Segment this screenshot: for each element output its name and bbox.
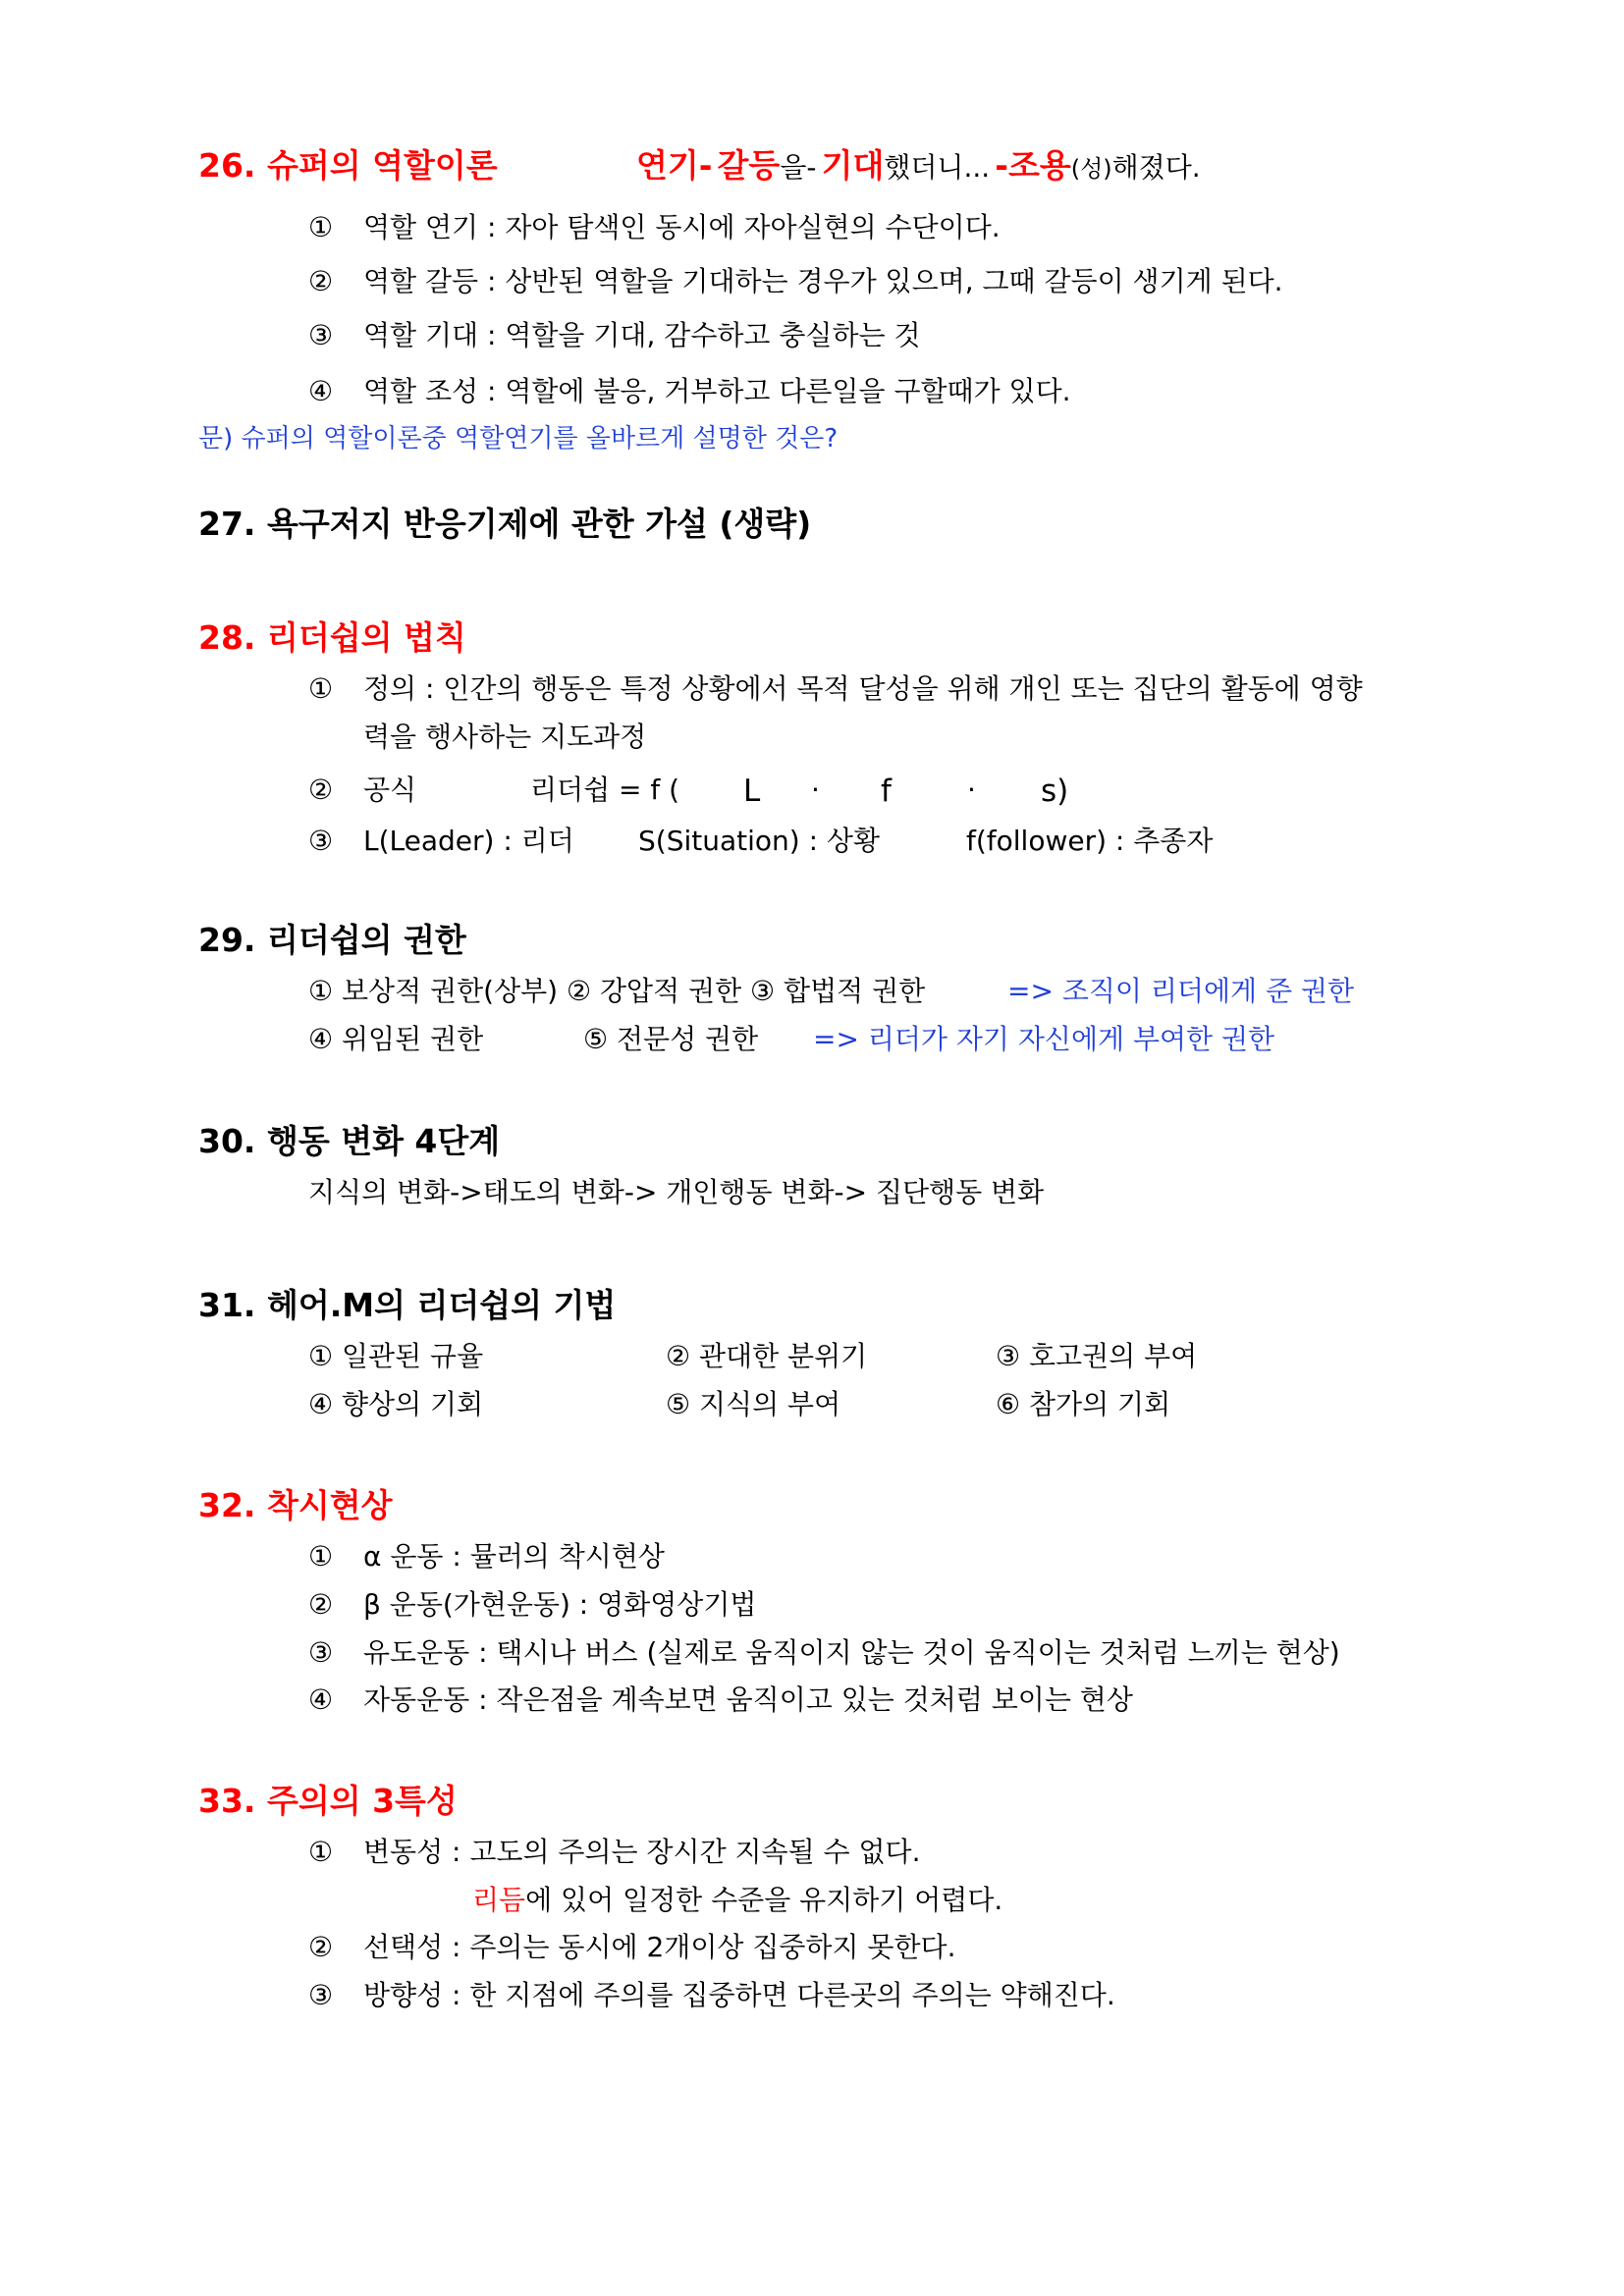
mnemonic-part: 을- — [780, 151, 817, 184]
item-marker: ④ — [308, 1683, 334, 1716]
item-continuation — [472, 1884, 1003, 1916]
item-text: 자동운동 : 작은점을 계속보면 움직이고 있는 것처럼 보이는 현상 — [363, 1683, 1133, 1716]
item-marker: ② — [308, 774, 334, 806]
list-item — [308, 1931, 956, 1963]
formula-term-s: s) — [1041, 774, 1069, 809]
item-text: 방향성 : 한 지점에 주의를 집중하면 다른곳의 주의는 약해진다. — [363, 1979, 1115, 2011]
section-27-heading: 27. 욕구저지 반응기제에 관한 가설 (생략) — [198, 505, 812, 543]
item-marker: ② — [308, 265, 334, 297]
section-32-heading: 32. 착시현상 — [198, 1486, 393, 1524]
formula-term-f: f — [881, 774, 892, 809]
formula — [530, 776, 679, 804]
item-marker: ② — [308, 1931, 334, 1963]
list-item — [308, 672, 1363, 705]
section-28-heading: 28. 리더쉽의 법칙 — [198, 618, 466, 657]
formula-dot: · — [967, 774, 976, 806]
list-item-formula — [308, 774, 417, 806]
item-text: 유도운동 : 택시나 버스 (실제로 움직이지 않는 것이 움직이는 것처럼 느끼는 현상) — [363, 1636, 1340, 1669]
item-marker: ④ — [308, 375, 334, 407]
section-26-mnemonic — [636, 146, 1201, 185]
item-text: 정의 : 인간의 행동은 특정 상황에서 목적 달성을 위해 개인 또는 집단의 활동에 영향 — [363, 672, 1363, 705]
item-continuation: 력을 행사하는 지도과정 — [363, 721, 647, 753]
list-item — [308, 265, 1283, 297]
section-29-heading: 29. 리더쉽의 권한 — [198, 921, 466, 959]
mnemonic-part: 해졌다. — [1111, 151, 1201, 184]
grid-item: ③ 호고권의 부여 — [996, 1340, 1198, 1372]
list-item — [308, 319, 921, 351]
item-text: 역할 갈등 : 상반된 역할을 기대하는 경우가 있으며, 그때 갈등이 생기게 된다. — [363, 265, 1283, 297]
item-marker: ③ — [308, 319, 334, 351]
mnemonic-part: 갈등 — [717, 146, 781, 185]
item-marker: ③ — [308, 1979, 334, 2011]
grid-item: ④ 향상의 기회 — [308, 1388, 484, 1420]
list-item — [308, 1683, 1133, 1716]
technique-row-2 — [308, 1388, 1171, 1420]
section-26-heading — [198, 146, 498, 185]
item-text: L(Leader) : 리더 — [363, 825, 574, 857]
list-item — [308, 375, 1071, 407]
item-text: 공식 — [363, 774, 417, 806]
item-marker: ① — [308, 672, 334, 705]
section-30-text: 지식의 변화->태도의 변화-> 개인행동 변화-> 집단행동 변화 — [308, 1176, 1045, 1208]
highlight-word: 리듬 — [472, 1884, 526, 1916]
item-text: ① 보상적 권한(상부) ② 강압적 권한 ③ 합법적 권한 — [308, 975, 926, 1007]
grid-item: ⑤ 지식의 부여 — [666, 1388, 841, 1420]
item-text: β 운동(가현운동) : 영화영상기법 — [363, 1588, 757, 1621]
grid-item: ② 관대한 분위기 — [666, 1340, 868, 1372]
section-31-heading: 31. 헤어.M의 리더쉽의 기법 — [198, 1286, 617, 1324]
mnemonic-part: (성) — [1070, 155, 1112, 183]
item-text: f(follower) : 추종자 — [966, 825, 1214, 857]
mnemonic-part: 했더니... — [884, 151, 991, 184]
item-marker: ② — [308, 1588, 334, 1621]
item-marker: ① — [308, 1836, 334, 1868]
formula-term-l: L — [743, 774, 761, 809]
grid-item: ① 일관된 규율 — [308, 1340, 484, 1372]
section-26-title: 슈퍼의 역할이론 — [266, 146, 498, 185]
item-marker: ① — [308, 211, 334, 243]
item-text: 역할 기대 : 역할을 기대, 감수하고 충실하는 것 — [363, 319, 921, 351]
item-text: 변동성 : 고도의 주의는 장시간 지속될 수 없다. — [363, 1836, 921, 1868]
mnemonic-part: -조용 — [995, 146, 1071, 185]
item-text: S(Situation) : 상황 — [638, 825, 881, 857]
technique-row-1 — [308, 1340, 1198, 1372]
section-26-question: 문) 슈퍼의 역할이론중 역할연기를 올바르게 설명한 것은? — [198, 424, 839, 454]
item-note: => 조직이 리더에게 준 권한 — [1007, 975, 1355, 1007]
item-text: 에 있어 일정한 수준을 유지하기 어렵다. — [525, 1884, 1003, 1916]
mnemonic-part: 기대 — [821, 146, 885, 185]
item-marker: ① — [308, 1540, 334, 1573]
item-text: 역할 연기 : 자아 탐색인 동시에 자아실현의 수단이다. — [363, 211, 1001, 243]
item-text: ④ 위임된 권한 — [308, 1023, 484, 1055]
section-30-heading: 30. 행동 변화 4단계 — [198, 1122, 501, 1160]
item-marker: ③ — [308, 825, 334, 857]
item-text: 선택성 : 주의는 동시에 2개이상 집중하지 못한다. — [363, 1931, 956, 1963]
list-item — [308, 1636, 1340, 1669]
item-note: => 리더가 자기 자신에게 부여한 권한 — [813, 1023, 1275, 1055]
item-marker: ③ — [308, 1636, 334, 1669]
authority-line-2 — [308, 1023, 1275, 1055]
list-item — [308, 1588, 757, 1621]
list-item — [308, 1540, 665, 1573]
section-33-heading: 33. 주의의 3특성 — [198, 1782, 458, 1820]
item-text: ⑤ 전문성 권한 — [583, 1023, 759, 1055]
list-item — [308, 211, 1001, 243]
item-text: α 운동 : 뮬러의 착시현상 — [363, 1540, 665, 1573]
formula-lhs: 리더쉽 = f ( — [530, 774, 680, 806]
authority-line-1 — [308, 975, 1355, 1007]
grid-item: ⑥ 참가의 기회 — [996, 1388, 1171, 1420]
mnemonic-part: 연기- — [636, 146, 713, 185]
section-26-number: 26. — [198, 146, 256, 185]
formula-dot: · — [811, 774, 820, 806]
list-item — [308, 1836, 921, 1868]
item-text: 역할 조성 : 역할에 불응, 거부하고 다른일을 구할때가 있다. — [363, 375, 1071, 407]
list-item — [308, 1979, 1115, 2011]
list-item — [308, 825, 1214, 857]
